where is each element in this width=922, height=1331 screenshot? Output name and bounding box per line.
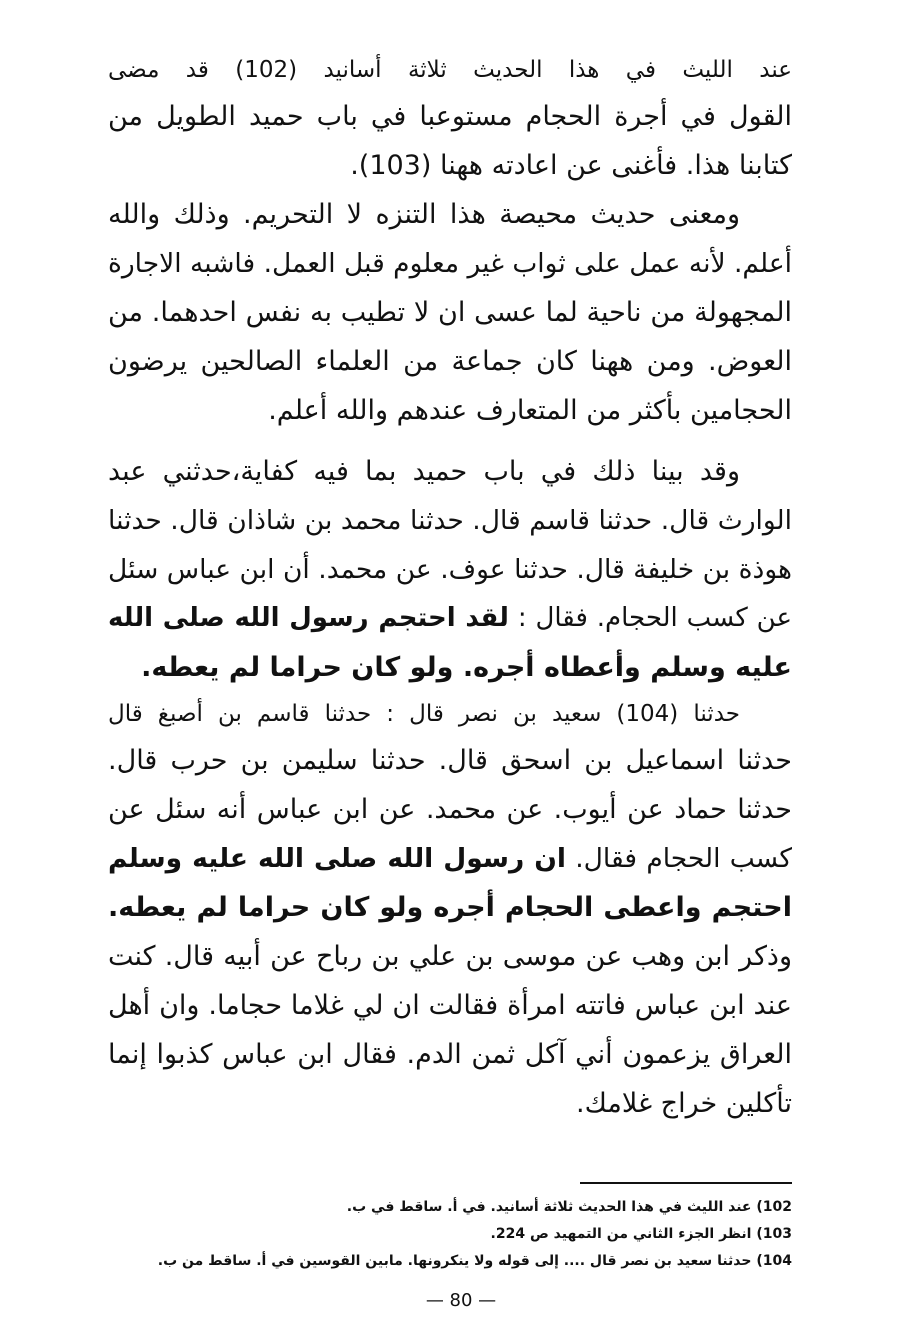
footnote-102: 102) عند الليث في هذا الحديث ثلاثة أسانيد. في أ. ساقط في ب.: [346, 1199, 792, 1215]
paragraph-3: [108, 447, 792, 692]
text-line: حدثنا اسماعيل بن اسحق قال. حدثنا سليمن بن حرب قال.: [108, 745, 792, 776]
text-line: [108, 883, 792, 932]
text-line: حدثنا (104) سعيد بن نصر قال : حدثنا قاسم بن أصبغ قال: [108, 701, 740, 727]
body-text: [108, 48, 792, 1128]
text-segment: عن كسب الحجام. فقال :: [517, 603, 792, 633]
paragraph-gap: [108, 435, 792, 447]
text-line: هوذة بن خليفة قال. حدثنا عوف. عن محمد. أن ابن عباس سئل: [108, 554, 792, 585]
text-line: عند ابن عباس فاتته امرأة فقالت ان لي غلاما حجاما. وان أهل: [108, 990, 792, 1021]
text-line: القول في أجرة الحجام مستوعبا في باب حميد الطويل من: [108, 101, 792, 132]
text-line: العوض. ومن ههنا كان جماعة من العلماء الصالحين يرضون: [108, 346, 792, 377]
text-line: تأكلين خراج غلامك.: [576, 1088, 792, 1119]
hadith-text: لقد احتجم رسول الله صلى الله: [108, 603, 509, 633]
text-line: [108, 834, 792, 883]
text-line: [108, 643, 792, 692]
text-line: كتابنا هذا. فأغنى عن اعادته ههنا (103).: [350, 150, 792, 181]
hadith-text: ان رسول الله صلى الله عليه وسلم: [108, 843, 566, 874]
text-line: الحجامين بأكثر من المتعارف عندهم والله أعلم.: [268, 395, 792, 426]
text-line: [108, 594, 792, 643]
text-line: أعلم. لأنه عمل على ثواب غير معلوم قبل العمل. فاشبه الاجارة: [107, 248, 792, 279]
page-number: — 80 —: [425, 1290, 497, 1311]
paragraph-1: [108, 48, 792, 190]
text-line: حدثنا حماد عن أيوب. عن محمد. عن ابن عباس أنه سئل عن: [108, 794, 792, 825]
paragraph-2: [108, 190, 792, 435]
hadith-text: احتجم واعطى الحجام أجره ولو كان حراما لم يعطه.: [108, 892, 792, 923]
footnotes: [108, 1194, 792, 1275]
text-line: ومعنى حديث محيصة هذا التنزه لا التحريم. وذلك والله: [108, 199, 740, 230]
text-segment: كسب الحجام فقال.: [575, 843, 792, 874]
text-line: وذكر ابن وهب عن موسى بن علي بن رباح عن أبيه قال. كنت: [108, 941, 792, 972]
paragraph-4: [108, 692, 792, 1128]
footnote-divider: [580, 1182, 792, 1184]
hadith-text: عليه وسلم وأعطاه أجره. ولو كان حراما لم يعطه.: [141, 652, 792, 683]
text-line: الوارث قال. حدثنا قاسم قال. حدثنا محمد بن شاذان قال. حدثنا: [108, 505, 792, 536]
text-line: العراق يزعمون أني آكل ثمن الدم. فقال ابن عباس كذبوا إنما: [108, 1039, 792, 1070]
text-line: المجهولة من ناحية لما عسى ان لا تطيب به نفس احدهما. من: [108, 297, 792, 328]
text-line: عند الليث في هذا الحديث ثلاثة أسانيد (102) قد مضى: [108, 57, 792, 83]
footnote-103: 103) انظر الجزء الثاني من التمهيد ص 224.: [490, 1226, 792, 1242]
footnote-104: 104) حدثنا سعيد بن نصر قال .... إلى قوله ولا ينكرونها. مابين القوسين في أ. ساقط من ب.: [157, 1253, 792, 1269]
text-line: وقد بينا ذلك في باب حميد بما فيه كفاية،حدثني عبد: [108, 456, 740, 487]
